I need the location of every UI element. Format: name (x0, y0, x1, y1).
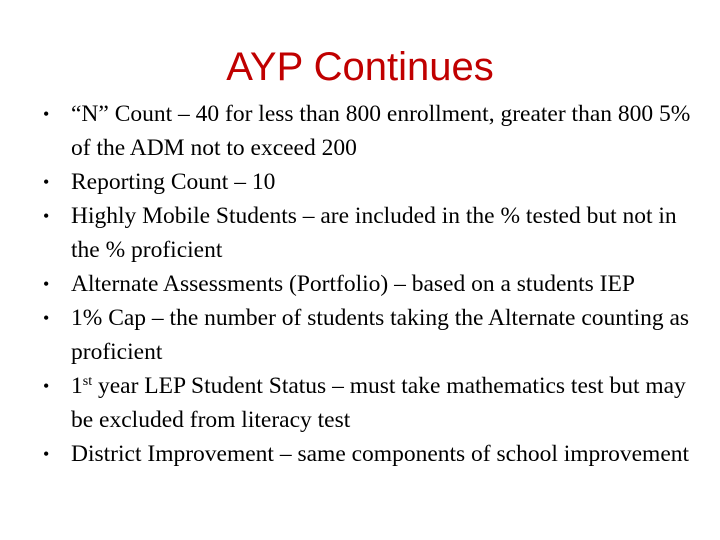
ordinal-superscript: st (82, 374, 93, 389)
bullet-text-prefix: 1 (71, 373, 83, 399)
bullet-icon: • (43, 104, 50, 124)
bullet-icon: • (43, 376, 50, 396)
bullet-item-district-improvement (40, 437, 700, 471)
bullet-text: 1% Cap – the number of students taking the Alternate counting as proficient (71, 305, 690, 365)
bullet-icon: • (43, 172, 50, 192)
bullet-text: District Improvement – same components of school improvement (71, 441, 690, 467)
bullet-text (71, 373, 686, 433)
bullet-item-highly-mobile (40, 199, 700, 267)
bullet-icon: • (43, 206, 50, 226)
slide-title: AYP Continues (226, 45, 494, 89)
bullet-text: “N” Count – 40 for less than 800 enrollment, greater than 800 5% of the ADM not to exceed 200 (71, 101, 691, 161)
bullet-item-cap (40, 301, 700, 369)
bullet-text: Highly Mobile Students – are included in the % tested but not in the % proficient (71, 203, 677, 263)
bullet-icon: • (43, 308, 50, 328)
bullet-item-n-count (40, 97, 700, 165)
bullet-list (40, 97, 700, 471)
bullet-item-reporting-count (40, 165, 700, 199)
bullet-item-lep-status (40, 369, 700, 437)
bullet-text: Alternate Assessments (Portfolio) – based on a students IEP (71, 271, 635, 297)
bullet-item-alternate-assessments (40, 267, 700, 301)
bullet-icon: • (43, 274, 50, 294)
bullet-icon: • (43, 444, 50, 464)
bullet-text: Reporting Count – 10 (71, 169, 276, 195)
bullet-text-rest: year LEP Student Status – must take mathematics test but may be excluded from literacy test (71, 373, 686, 433)
